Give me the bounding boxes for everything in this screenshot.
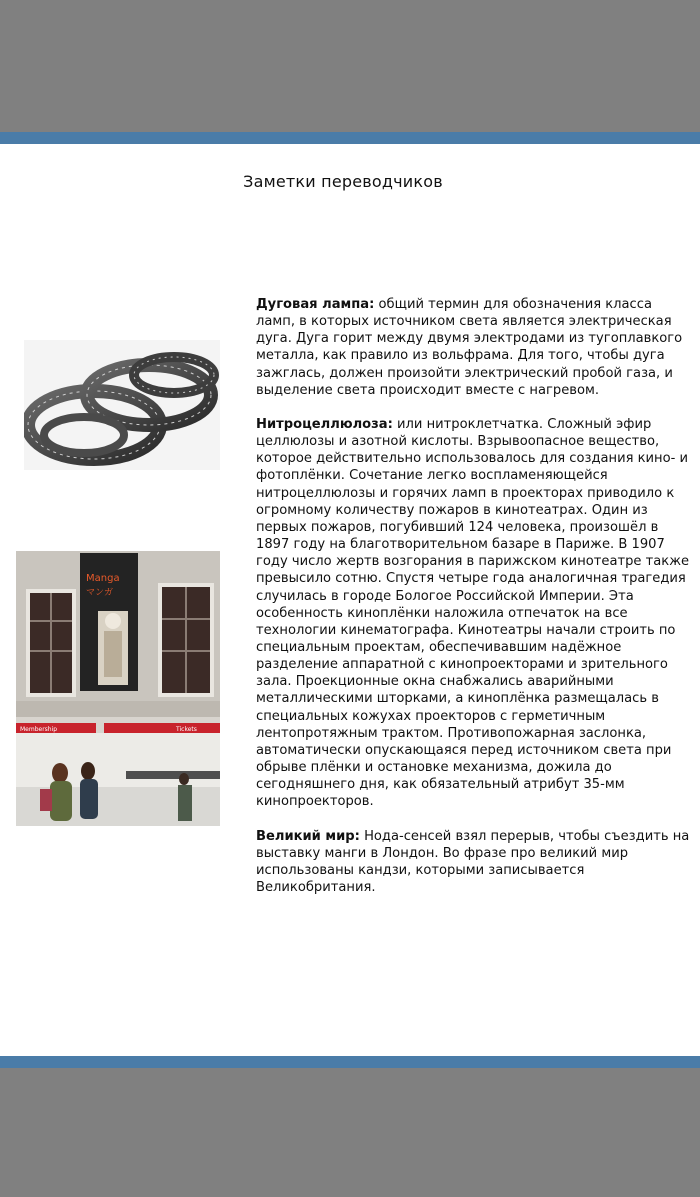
top-blue-stripe [0,132,700,144]
membership-sign: Membership [20,726,58,733]
poster-title-jp: マンガ [86,588,114,598]
note-text: или нитроклетчатка. Сложный эфир целлюлозы и азотной кислоты. Взрывоопасное вещество, которое действительно использовалось для создания кино- и фотоплёнки. Сочетание легко воспламеняющейся нитроцеллюлозы и горячих ламп в проекторах приводило к огромному количеству пожаров в кинотеатрах. Один из первых пожаров, погубивший 124 человека, произошёл в 1897 году на благотворительном базаре в Париже. В 1907 году число жертв возгорания в парижском кинотеатре также превысило сотню. Спустя четыре года аналогичная трагедия случилась в городе Бологое Российской Империи. Эта особенность киноплёнки наложила отпечаток на все технологии кинематографа. Кинотеатры начали строить по специальным проектам, обеспечивавшим надёжное разделение аппаратной с кинопроекторами и зрительного зала. Проекционные окна снабжались аварийными металлическими шторками, а киноплёнка размещалась в специальных кожухах проекторов с герметичным лентопротяжным трактом. Противопожарная заслонка, автоматически опускающаяся перед источником света при обрыве плёнки и остановке механизма, дожила до сегодняшнего дня, как обязательный атрибут 35-мм кинопроекторов. [256,416,690,810]
film-reel-image [24,340,220,470]
exhibition-illustration [16,551,220,826]
page-title: Заметки переводчиков [243,172,443,191]
top-gray-margin [0,0,700,132]
film-reel-illustration [24,340,220,470]
tickets-sign: Tickets [176,726,197,733]
bottom-gray-margin [0,1068,700,1197]
note-text: общий термин для обозначения класса ламп, в которых источником света является электрическая дуга. Дуга горит между двумя электродами из тугоплавкого металла, как правило из вольфрама. Для того, чтобы дуга зажглась, должен произойти электрический пробой газа, и выделение света происходит вместе с нагревом. [256,297,683,398]
note-term: Великий мир: [256,828,360,844]
notes-column [256,296,694,913]
exhibition-photo [16,551,220,826]
poster-title: Manga [86,573,120,584]
document-page [0,144,700,1056]
note-great-world [256,828,694,897]
note-arc-lamp [256,296,694,399]
note-nitrocellulose [256,416,694,811]
note-term: Нитроцеллюлоза: [256,416,393,432]
note-term: Дуговая лампа: [256,297,375,312]
bottom-blue-stripe [0,1056,700,1068]
note-text: Нода-сенсей взял перерыв, чтобы съездить на выставку манги в Лондон. Во фразе про великий мир использованы кандзи, которыми записывается Великобритания. [256,828,690,895]
